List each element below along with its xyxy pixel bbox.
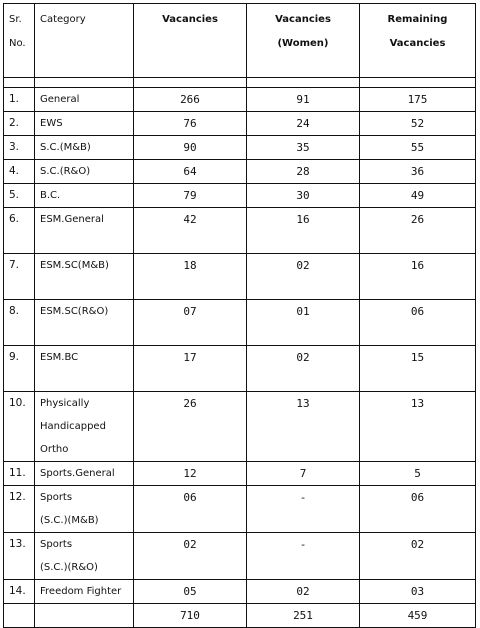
sr-no-cell: 3. [4, 136, 35, 160]
table-row [4, 392, 476, 462]
table-row [4, 254, 476, 300]
remaining-vacancies-cell: 26 [360, 208, 476, 254]
category-cell-line: ESM.SC(R&O) [40, 306, 109, 317]
category-cell-line: Freedom Fighter [40, 586, 122, 597]
vacancies-cell: 266 [134, 88, 247, 112]
vacancies-women-cell: 02 [247, 346, 360, 392]
category-cell-line: S.C.(M&B) [40, 142, 91, 153]
sr-no-cell: 9. [4, 346, 35, 392]
header-remaining-line2: Vacancies [389, 38, 446, 49]
sr-no-cell: 13. [4, 533, 35, 580]
remaining-vacancies-cell: 49 [360, 184, 476, 208]
category-cell-line: Physically [40, 398, 90, 409]
header-category: Category [35, 4, 134, 78]
header-no-line: No. [9, 38, 26, 49]
vacancies-women-cell: 02 [247, 580, 360, 604]
vacancies-cell: 26 [134, 392, 247, 462]
vacancies-women-cell: 02 [247, 254, 360, 300]
category-cell-line: (S.C.)(R&O) [40, 562, 98, 573]
vacancies-cell: 90 [134, 136, 247, 160]
category-cell-line: EWS [40, 118, 63, 129]
category-cell [35, 208, 134, 254]
sr-no-cell: 11. [4, 462, 35, 486]
remaining-vacancies-cell: 03 [360, 580, 476, 604]
category-cell [35, 88, 134, 112]
total-vacancies-women-cell: 251 [247, 604, 360, 628]
table-row [4, 160, 476, 184]
category-cell [35, 580, 134, 604]
vacancies-women-cell: 7 [247, 462, 360, 486]
category-cell-line: Sports [40, 539, 73, 550]
vacancies-women-cell: 91 [247, 88, 360, 112]
category-cell [35, 136, 134, 160]
vacancies-cell: 64 [134, 160, 247, 184]
spacer-cell [360, 78, 476, 88]
table-row [4, 136, 476, 160]
spacer-row [4, 78, 476, 88]
category-cell [35, 392, 134, 462]
category-cell-line: B.C. [40, 190, 61, 201]
vacancies-women-cell: 35 [247, 136, 360, 160]
vacancies-women-cell: - [247, 533, 360, 580]
sr-no-cell: 7. [4, 254, 35, 300]
category-cell-line: ESM.BC [40, 352, 79, 363]
vacancies-cell: 17 [134, 346, 247, 392]
table-row [4, 88, 476, 112]
vacancies-cell: 06 [134, 486, 247, 533]
table-row [4, 533, 476, 580]
sr-no-cell: 6. [4, 208, 35, 254]
totals-category-cell [35, 604, 134, 628]
category-cell [35, 486, 134, 533]
category-cell-line: Handicapped [40, 421, 106, 432]
vacancies-women-cell: 28 [247, 160, 360, 184]
category-cell [35, 160, 134, 184]
sr-no-cell: 4. [4, 160, 35, 184]
sr-no-cell: 5. [4, 184, 35, 208]
totals-row [4, 604, 476, 628]
header-vacancies-women-line1: Vacancies [275, 14, 331, 25]
remaining-vacancies-cell: 06 [360, 300, 476, 346]
vacancy-table [3, 3, 476, 628]
remaining-vacancies-cell: 16 [360, 254, 476, 300]
category-cell-line: Ortho [40, 444, 69, 455]
table-row [4, 346, 476, 392]
header-sr-line: Sr. [9, 14, 22, 25]
vacancies-women-cell: 13 [247, 392, 360, 462]
sr-no-cell: 10. [4, 392, 35, 462]
category-cell-line: (S.C.)(M&B) [40, 515, 99, 526]
remaining-vacancies-cell: 5 [360, 462, 476, 486]
vacancies-cell: 12 [134, 462, 247, 486]
vacancies-cell: 05 [134, 580, 247, 604]
header-remaining-vacancies [360, 4, 476, 78]
category-cell-line: ESM.SC(M&B) [40, 260, 109, 271]
total-vacancies-cell: 710 [134, 604, 247, 628]
vacancies-women-cell: 24 [247, 112, 360, 136]
vacancies-cell: 02 [134, 533, 247, 580]
remaining-vacancies-cell: 15 [360, 346, 476, 392]
category-cell-line: General [40, 94, 80, 105]
sr-no-cell: 2. [4, 112, 35, 136]
category-cell-line: Sports.General [40, 468, 115, 479]
table-row [4, 112, 476, 136]
category-cell [35, 254, 134, 300]
header-vacancies-women [247, 4, 360, 78]
vacancies-women-cell: - [247, 486, 360, 533]
category-cell [35, 300, 134, 346]
vacancies-women-cell: 30 [247, 184, 360, 208]
remaining-vacancies-cell: 55 [360, 136, 476, 160]
sr-no-cell: 12. [4, 486, 35, 533]
header-remaining-line1: Remaining [387, 14, 448, 25]
category-cell-line: ESM.General [40, 214, 104, 225]
table-row [4, 184, 476, 208]
category-cell [35, 184, 134, 208]
header-vacancies-women-line2: (Women) [277, 38, 329, 49]
remaining-vacancies-cell: 36 [360, 160, 476, 184]
spacer-cell [35, 78, 134, 88]
category-cell-line: Sports [40, 492, 73, 503]
remaining-vacancies-cell: 06 [360, 486, 476, 533]
category-cell [35, 112, 134, 136]
table-row [4, 208, 476, 254]
table-row [4, 300, 476, 346]
vacancies-cell: 76 [134, 112, 247, 136]
spacer-cell [4, 78, 35, 88]
remaining-vacancies-cell: 175 [360, 88, 476, 112]
category-cell [35, 533, 134, 580]
vacancies-cell: 18 [134, 254, 247, 300]
remaining-vacancies-cell: 52 [360, 112, 476, 136]
header-vacancies: Vacancies [134, 4, 247, 78]
remaining-vacancies-cell: 02 [360, 533, 476, 580]
vacancies-cell: 79 [134, 184, 247, 208]
vacancies-cell: 42 [134, 208, 247, 254]
totals-sr-cell [4, 604, 35, 628]
table-row [4, 462, 476, 486]
sr-no-cell: 8. [4, 300, 35, 346]
category-cell [35, 346, 134, 392]
spacer-cell [134, 78, 247, 88]
remaining-vacancies-cell: 13 [360, 392, 476, 462]
vacancies-women-cell: 16 [247, 208, 360, 254]
header-sr-no [4, 4, 35, 78]
sr-no-cell: 1. [4, 88, 35, 112]
vacancies-women-cell: 01 [247, 300, 360, 346]
table-row [4, 486, 476, 533]
sr-no-cell: 14. [4, 580, 35, 604]
category-cell-line: S.C.(R&O) [40, 166, 91, 177]
header-row [4, 4, 476, 78]
spacer-cell [247, 78, 360, 88]
total-remaining-vacancies-cell: 459 [360, 604, 476, 628]
category-cell [35, 462, 134, 486]
vacancies-cell: 07 [134, 300, 247, 346]
table-row [4, 580, 476, 604]
